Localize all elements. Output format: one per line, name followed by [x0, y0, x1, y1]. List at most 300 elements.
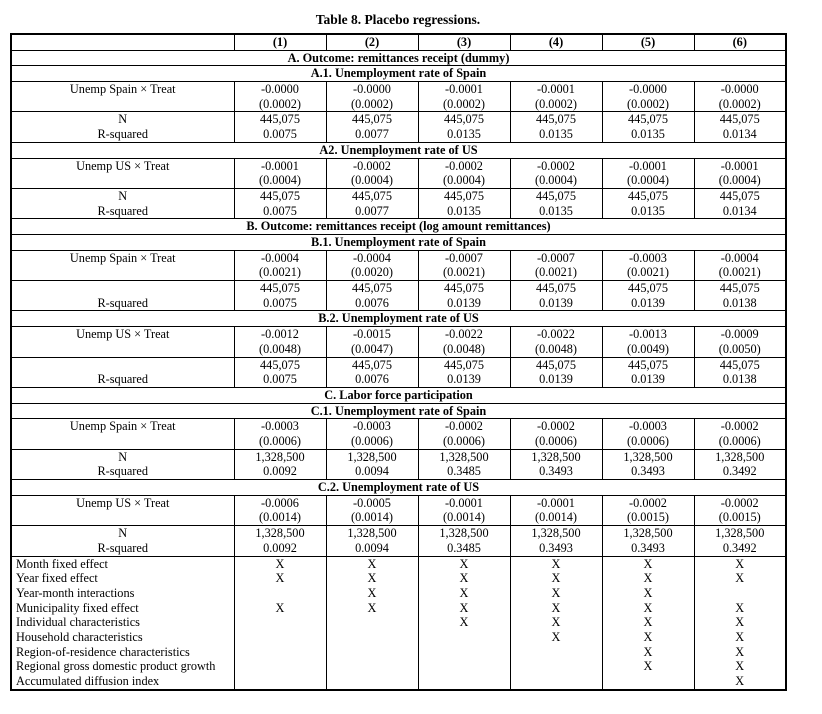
control-row — [11, 586, 786, 601]
table-body — [11, 34, 786, 690]
stats-cell — [510, 188, 602, 218]
coef-value: -0.0000 — [261, 82, 299, 97]
coefficient-row — [11, 250, 786, 280]
se-value: (0.0002) — [534, 96, 577, 111]
stats-cell — [694, 449, 786, 479]
stats-cell — [602, 449, 694, 479]
se-value: (0.0050) — [718, 341, 761, 356]
n-label — [12, 358, 234, 373]
control-label: Municipality fixed effect — [11, 601, 234, 616]
control-mark — [418, 630, 510, 645]
coef-value: -0.0007 — [445, 250, 483, 265]
se-value: (0.0021) — [626, 265, 669, 280]
stats-cell — [326, 449, 418, 479]
stats-cell — [234, 357, 326, 387]
section-header — [11, 50, 786, 66]
r2-value: 0.0135 — [539, 203, 573, 218]
control-label: Accumulated diffusion index — [11, 674, 234, 690]
column-header-5: (5) — [602, 34, 694, 50]
control-mark: X — [694, 615, 786, 630]
coef-value: -0.0003 — [353, 419, 391, 434]
stats-label — [11, 449, 234, 479]
coef-value: -0.0022 — [537, 327, 575, 342]
r2-label: R-squared — [97, 203, 149, 218]
r2-value: 0.3492 — [722, 540, 757, 555]
control-mark: X — [418, 601, 510, 616]
control-label: Year-month interactions — [11, 586, 234, 601]
control-mark: X — [510, 556, 602, 571]
n-value: 445,075 — [260, 281, 300, 296]
n-value: 445,075 — [260, 357, 300, 372]
control-mark — [510, 645, 602, 660]
se-value: (0.0002) — [258, 96, 301, 111]
coef-label — [11, 327, 234, 357]
n-value: 445,075 — [444, 281, 484, 296]
n-value: 445,075 — [628, 188, 668, 203]
coef-label-text: Unemp US × Treat — [76, 158, 170, 173]
coef-cell — [418, 82, 510, 112]
control-mark: X — [602, 630, 694, 645]
subsection-header — [11, 66, 786, 82]
column-header-4: (4) — [510, 34, 602, 50]
control-mark: X — [234, 556, 326, 571]
coef-value: -0.0000 — [353, 82, 391, 97]
coef-cell — [510, 327, 602, 357]
coef-cell — [418, 327, 510, 357]
n-value: 445,075 — [352, 188, 392, 203]
coef-value: -0.0001 — [537, 495, 575, 510]
stats-cell — [510, 357, 602, 387]
coef-value: -0.0003 — [261, 419, 299, 434]
coef-value: -0.0001 — [445, 495, 483, 510]
stats-cell — [326, 188, 418, 218]
n-value: 445,075 — [536, 188, 576, 203]
coef-cell — [694, 495, 786, 525]
coef-cell — [602, 82, 694, 112]
stats-cell — [694, 188, 786, 218]
stats-cell — [602, 112, 694, 142]
r2-value: 0.0076 — [355, 295, 389, 310]
r2-value: 0.0075 — [263, 372, 297, 387]
column-header-3: (3) — [418, 34, 510, 50]
coef-value: -0.0013 — [629, 327, 667, 342]
r2-value: 0.0075 — [263, 127, 297, 142]
se-value: (0.0006) — [626, 434, 669, 449]
coef-value: -0.0004 — [261, 250, 299, 265]
stats-row — [11, 188, 786, 218]
n-value: 1,328,500 — [347, 449, 397, 464]
subsection-header-cell: C.2. Unemployment rate of US — [11, 480, 786, 496]
coef-label-blank — [12, 97, 234, 112]
control-label: Household characteristics — [11, 630, 234, 645]
coef-value: -0.0003 — [629, 419, 667, 434]
coef-cell — [694, 158, 786, 188]
n-value: 445,075 — [260, 112, 300, 127]
control-row — [11, 601, 786, 616]
n-value: 1,328,500 — [623, 449, 673, 464]
control-mark: X — [602, 571, 694, 586]
coef-label-blank — [12, 342, 234, 357]
coef-value: -0.0002 — [720, 419, 759, 434]
n-value: 445,075 — [352, 112, 392, 127]
se-value: (0.0006) — [350, 434, 393, 449]
coef-value: -0.0004 — [353, 250, 391, 265]
subsection-header — [11, 480, 786, 496]
control-mark: X — [326, 556, 418, 571]
se-value: (0.0004) — [718, 173, 761, 188]
control-row — [11, 674, 786, 690]
coef-cell — [418, 158, 510, 188]
stats-cell — [326, 526, 418, 556]
n-value: 445,075 — [444, 357, 484, 372]
section-header — [11, 387, 786, 403]
se-value: (0.0002) — [626, 96, 669, 111]
se-value: (0.0014) — [350, 510, 393, 525]
subsection-header-cell: B.2. Unemployment rate of US — [11, 311, 786, 327]
control-row — [11, 645, 786, 660]
control-mark — [602, 674, 694, 690]
coef-value: -0.0001 — [720, 158, 759, 173]
coef-cell — [510, 495, 602, 525]
coef-value: -0.0002 — [445, 158, 483, 173]
r2-value: 0.0135 — [631, 203, 665, 218]
control-mark: X — [326, 571, 418, 586]
se-value: (0.0004) — [350, 173, 393, 188]
coef-cell — [602, 327, 694, 357]
control-mark: X — [418, 615, 510, 630]
coef-cell — [602, 250, 694, 280]
coef-cell — [234, 419, 326, 449]
coef-value: -0.0004 — [720, 250, 759, 265]
control-mark: X — [510, 571, 602, 586]
r2-value: 0.0139 — [631, 295, 665, 310]
r2-value: 0.0092 — [263, 464, 297, 479]
coef-value: -0.0022 — [445, 327, 483, 342]
stats-cell — [418, 526, 510, 556]
control-mark: X — [418, 556, 510, 571]
n-value: 445,075 — [260, 188, 300, 203]
se-value: (0.0006) — [718, 434, 761, 449]
column-header-6: (6) — [694, 34, 786, 50]
coef-value: -0.0000 — [720, 82, 759, 97]
control-mark — [234, 630, 326, 645]
r2-value: 0.0139 — [631, 372, 665, 387]
control-label: Individual characteristics — [11, 615, 234, 630]
r2-value: 0.0094 — [355, 464, 389, 479]
coefficient-row — [11, 327, 786, 357]
stats-cell — [418, 112, 510, 142]
coef-label-text: Unemp Spain × Treat — [69, 419, 176, 434]
coef-value: -0.0002 — [537, 158, 575, 173]
coef-cell — [510, 158, 602, 188]
coefficient-row — [11, 158, 786, 188]
r2-label: R-squared — [97, 127, 149, 142]
coef-value: -0.0003 — [629, 250, 667, 265]
n-value: 445,075 — [628, 112, 668, 127]
coef-label — [11, 158, 234, 188]
n-value: 445,075 — [719, 281, 760, 296]
coef-cell — [510, 82, 602, 112]
control-mark: X — [602, 601, 694, 616]
control-mark: X — [694, 601, 786, 616]
coef-value: -0.0006 — [261, 495, 299, 510]
control-mark — [326, 659, 418, 674]
r2-value: 0.0134 — [722, 203, 757, 218]
control-mark — [234, 659, 326, 674]
coef-label-blank — [12, 173, 234, 188]
stats-cell — [418, 449, 510, 479]
r2-value: 0.0139 — [447, 295, 481, 310]
stats-row — [11, 357, 786, 387]
control-mark: X — [602, 615, 694, 630]
section-header-cell: B. Outcome: remittances receipt (log amount remittances) — [11, 219, 786, 235]
control-mark — [326, 630, 418, 645]
se-value: (0.0021) — [534, 265, 577, 280]
control-mark: X — [418, 586, 510, 601]
se-value: (0.0004) — [534, 173, 577, 188]
coef-cell — [418, 250, 510, 280]
r2-value: 0.3493 — [539, 464, 573, 479]
coef-cell — [602, 495, 694, 525]
n-label: N — [118, 449, 128, 464]
coef-value: -0.0002 — [720, 495, 759, 510]
stats-cell — [602, 526, 694, 556]
n-value: 1,328,500 — [439, 449, 489, 464]
section-header-cell: C. Labor force participation — [11, 387, 786, 403]
n-label: N — [118, 526, 128, 541]
coef-cell — [694, 327, 786, 357]
coef-label-text: Unemp US × Treat — [76, 495, 170, 510]
coef-label — [11, 250, 234, 280]
control-mark — [418, 674, 510, 690]
control-mark: X — [602, 645, 694, 660]
control-mark — [510, 674, 602, 690]
coef-value: -0.0002 — [353, 158, 391, 173]
coef-label — [11, 82, 234, 112]
stats-cell — [694, 526, 786, 556]
corner-cell — [11, 34, 234, 50]
n-value: 445,075 — [536, 281, 576, 296]
se-value: (0.0002) — [350, 96, 393, 111]
control-mark — [418, 659, 510, 674]
coef-value: -0.0002 — [445, 419, 483, 434]
stats-label — [11, 112, 234, 142]
se-value: (0.0002) — [442, 96, 485, 111]
stats-row — [11, 281, 786, 311]
n-value: 445,075 — [628, 357, 668, 372]
control-mark: X — [234, 571, 326, 586]
stats-cell — [694, 357, 786, 387]
r2-value: 0.0135 — [631, 127, 665, 142]
r2-value: 0.3493 — [539, 540, 573, 555]
n-label: N — [118, 112, 128, 127]
stats-cell — [326, 112, 418, 142]
n-value: 1,328,500 — [255, 449, 305, 464]
coef-cell — [602, 419, 694, 449]
r2-value: 0.3485 — [447, 540, 481, 555]
coef-value: -0.0012 — [261, 327, 299, 342]
r2-value: 0.0075 — [263, 295, 297, 310]
stats-cell — [326, 357, 418, 387]
r2-label: R-squared — [97, 372, 149, 387]
control-mark — [234, 615, 326, 630]
coef-value: -0.0000 — [629, 82, 667, 97]
r2-value: 0.0139 — [539, 295, 573, 310]
r2-value: 0.0134 — [722, 127, 757, 142]
placebo-table — [10, 33, 787, 691]
r2-label: R-squared — [97, 295, 149, 310]
coef-value: -0.0002 — [537, 419, 575, 434]
stats-cell — [510, 281, 602, 311]
r2-value: 0.0139 — [447, 372, 481, 387]
n-value: 445,075 — [352, 357, 392, 372]
control-mark: X — [326, 586, 418, 601]
stats-cell — [234, 112, 326, 142]
stats-row — [11, 449, 786, 479]
n-value: 445,075 — [444, 112, 484, 127]
document-page — [0, 12, 822, 714]
stats-cell — [602, 357, 694, 387]
r2-value: 0.3485 — [447, 464, 481, 479]
n-label: N — [118, 188, 128, 203]
coef-value: -0.0001 — [629, 158, 667, 173]
control-row — [11, 556, 786, 571]
coef-value: -0.0001 — [537, 82, 575, 97]
r2-value: 0.0135 — [447, 127, 481, 142]
se-value: (0.0048) — [442, 341, 485, 356]
coef-label — [11, 419, 234, 449]
stats-label — [11, 281, 234, 311]
subsection-header — [11, 403, 786, 419]
subsection-header-cell: B.1. Unemployment rate of Spain — [11, 235, 786, 251]
table-title: Table 8. Placebo regressions. — [315, 12, 481, 27]
r2-value: 0.3492 — [722, 464, 757, 479]
coef-cell — [326, 82, 418, 112]
coef-cell — [326, 250, 418, 280]
se-value: (0.0014) — [534, 510, 577, 525]
coef-cell — [234, 495, 326, 525]
r2-value: 0.0076 — [355, 372, 389, 387]
control-label: Year fixed effect — [11, 571, 234, 586]
n-value: 1,328,500 — [715, 526, 765, 541]
coef-value: -0.0015 — [353, 327, 391, 342]
control-mark: X — [510, 630, 602, 645]
control-mark: X — [510, 615, 602, 630]
control-mark: X — [602, 659, 694, 674]
coefficient-row — [11, 419, 786, 449]
stats-cell — [326, 281, 418, 311]
subsection-header — [11, 142, 786, 158]
control-row — [11, 571, 786, 586]
se-value: (0.0006) — [258, 434, 301, 449]
r2-value: 0.0135 — [447, 203, 481, 218]
coef-cell — [510, 419, 602, 449]
stats-cell — [234, 449, 326, 479]
se-value: (0.0020) — [350, 265, 393, 280]
control-row — [11, 630, 786, 645]
control-mark — [326, 645, 418, 660]
coef-cell — [694, 82, 786, 112]
control-label: Region-of-residence characteristics — [11, 645, 234, 660]
column-header-2: (2) — [326, 34, 418, 50]
se-value: (0.0021) — [258, 265, 301, 280]
control-row — [11, 659, 786, 674]
coef-cell — [694, 419, 786, 449]
control-mark: X — [694, 659, 786, 674]
control-mark: X — [694, 630, 786, 645]
coef-cell — [694, 250, 786, 280]
column-header-row — [11, 34, 786, 50]
control-mark: X — [694, 571, 786, 586]
se-value: (0.0021) — [442, 265, 485, 280]
subsection-header — [11, 235, 786, 251]
se-value: (0.0021) — [718, 265, 761, 280]
se-value: (0.0047) — [350, 341, 393, 356]
coef-cell — [234, 250, 326, 280]
stats-label — [11, 188, 234, 218]
n-value: 1,328,500 — [531, 449, 581, 464]
subsection-header — [11, 311, 786, 327]
coef-cell — [234, 327, 326, 357]
coef-cell — [326, 419, 418, 449]
coef-label-blank — [12, 434, 234, 449]
stats-cell — [418, 357, 510, 387]
section-header-cell: A. Outcome: remittances receipt (dummy) — [11, 50, 786, 66]
control-mark — [510, 659, 602, 674]
n-value: 445,075 — [536, 357, 576, 372]
stats-cell — [234, 188, 326, 218]
r2-label: R-squared — [97, 464, 149, 479]
coef-cell — [602, 158, 694, 188]
r2-value: 0.0139 — [539, 372, 573, 387]
se-value: (0.0048) — [534, 341, 577, 356]
stats-cell — [418, 281, 510, 311]
section-header — [11, 219, 786, 235]
se-value: (0.0014) — [258, 510, 301, 525]
coef-cell — [418, 495, 510, 525]
coef-label-text: Unemp Spain × Treat — [69, 82, 176, 97]
r2-value: 0.0138 — [722, 372, 757, 387]
coef-value: -0.0001 — [445, 82, 483, 97]
control-mark: X — [418, 571, 510, 586]
stats-cell — [510, 449, 602, 479]
coef-value: -0.0002 — [629, 495, 667, 510]
se-value: (0.0004) — [626, 173, 669, 188]
r2-value: 0.0092 — [263, 540, 297, 555]
control-mark: X — [694, 645, 786, 660]
coef-cell — [510, 250, 602, 280]
coef-label-blank — [12, 510, 234, 525]
n-value: 445,075 — [719, 112, 760, 127]
n-value: 445,075 — [719, 357, 760, 372]
n-value: 445,075 — [719, 188, 760, 203]
control-mark: X — [694, 674, 786, 690]
control-mark: X — [602, 586, 694, 601]
coef-value: -0.0007 — [537, 250, 575, 265]
control-mark: X — [326, 601, 418, 616]
n-value: 1,328,500 — [531, 526, 581, 541]
r2-value: 0.0135 — [539, 127, 573, 142]
coef-value: -0.0009 — [720, 327, 759, 342]
control-mark — [326, 674, 418, 690]
stats-cell — [602, 281, 694, 311]
coef-label-blank — [12, 265, 234, 280]
n-value: 445,075 — [536, 112, 576, 127]
coefficient-row — [11, 82, 786, 112]
coef-value: -0.0001 — [261, 158, 299, 173]
r2-value: 0.0075 — [263, 203, 297, 218]
coef-label — [11, 495, 234, 525]
